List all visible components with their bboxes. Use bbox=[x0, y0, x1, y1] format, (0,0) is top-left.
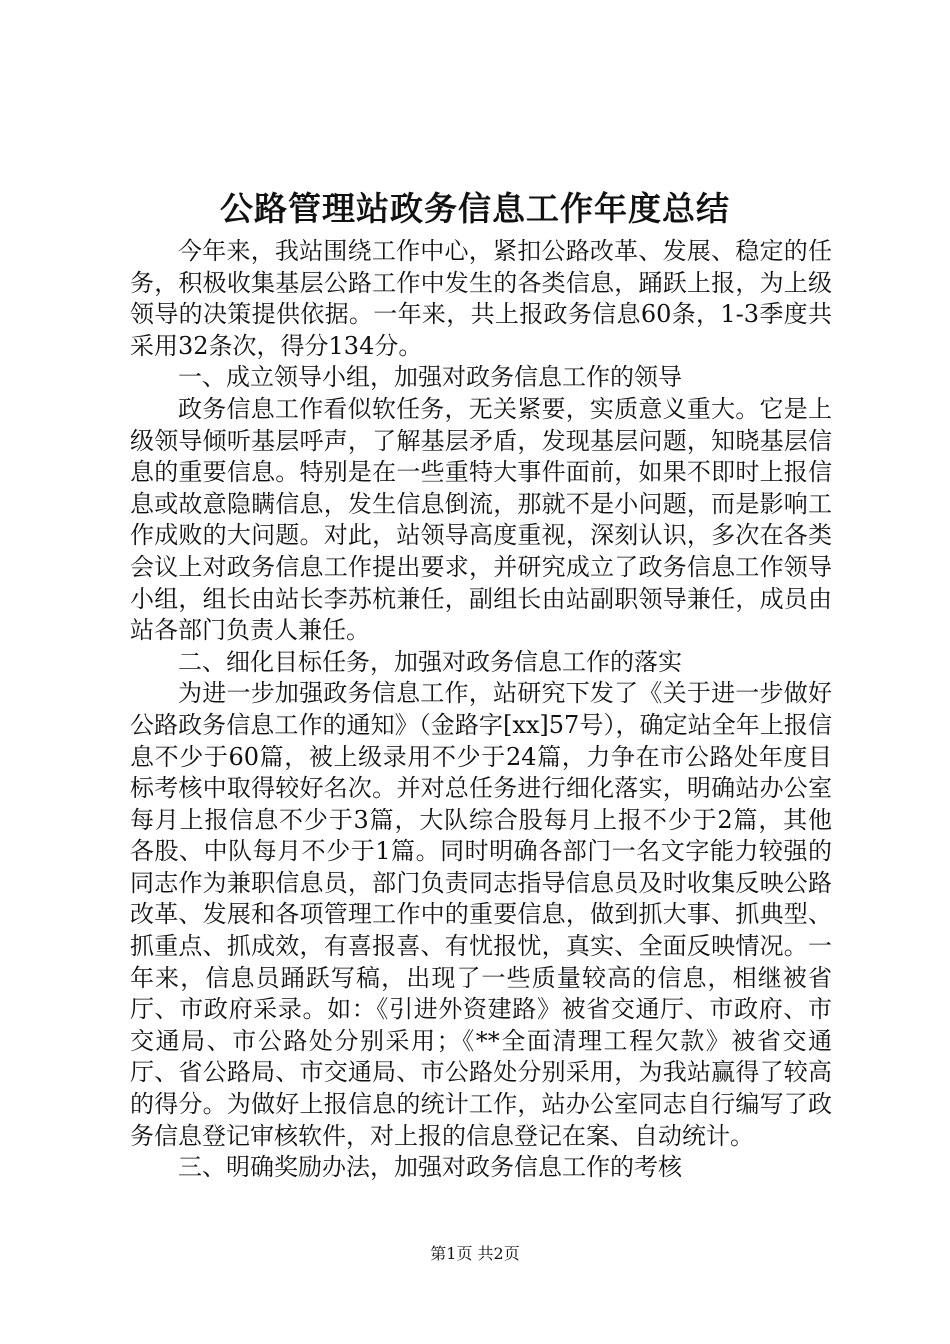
section-heading-2: 二、细化目标任务，加强对政务信息工作的落实 bbox=[178, 647, 682, 676]
paragraph-intro: 今年来，我站围绕工作中心，紧扣公路改革、发展、稳定的任务，积极收集基层公路工作中发生的各类信息，踊跃上报，为上级领导的决策提供依据。一年来，共上报政务信息60条，1-3季度共采用32条次，得分134分。 bbox=[130, 237, 832, 360]
paragraph-section-1: 政务信息工作看似软任务，无关紧要，实质意义重大。它是上级领导倾听基层呼声，了解基层矛盾，发现基层问题，知晓基层信息的重要信息。特别是在一些重特大事件面前，如果不即时上报信息或故意隐瞒信息，发生信息倒流，那就不是小问题，而是影响工作成败的大问题。对此，站领导高度重视，深刻认识，多次在各类会议上对政务信息工作提出要求，并研究成立了政务信息工作领导小组，组长由站长李苏杭兼任，副组长由站副职领导兼任，成员由站各部门负责人兼任。 bbox=[130, 394, 832, 645]
paragraph-section-2: 为进一步加强政务信息工作，站研究下发了《关于进一步做好公路政务信息工作的通知》（金路字[xx]57号），确定站全年上报信息不少于60篇，被上级录用不少于24篇，力争在市公路处年度目标考核中取得较好名次。并对总任务进行细化落实，明确站办公室每月上报信息不少于3篇，大队综合股每月上报不少于2篇，其他各股、中队每月不少于1篇。同时明确各部门一名文字能力较强的同志作为兼职信息员，部门负责同志指导信息员及时收集反映公路改革、发展和各项管理工作中的重要信息，做到抓大事、抓典型、抓重点、抓成效，有喜报喜、有忧报忧，真实、全面反映情况。一年来，信息员踊跃写稿，出现了一些质量较高的信息，相继被省厅、市政府采录。如：《引进外资建路》被省交通厅、市政府、市交通局、市公路处分别采用；《**全面清理工程欠款》被省交通厅、省公路局、市交通局、市公路处分别采用，为我站赢得了较高的得分。为做好上报信息的统计工作，站办公室同志自行编写了政务信息登记审核软件，对上报的信息登记在案、自动统计。 bbox=[130, 679, 832, 1150]
page-number-footer: 第1页 共2页 bbox=[430, 1244, 520, 1263]
document-title: 公路管理站政务信息工作年度总结 bbox=[220, 189, 730, 228]
document-body bbox=[130, 236, 832, 1184]
section-heading-3: 三、明确奖励办法，加强对政务信息工作的考核 bbox=[178, 1153, 682, 1182]
section-heading-1: 一、成立领导小组，加强对政务信息工作的领导 bbox=[178, 363, 682, 392]
